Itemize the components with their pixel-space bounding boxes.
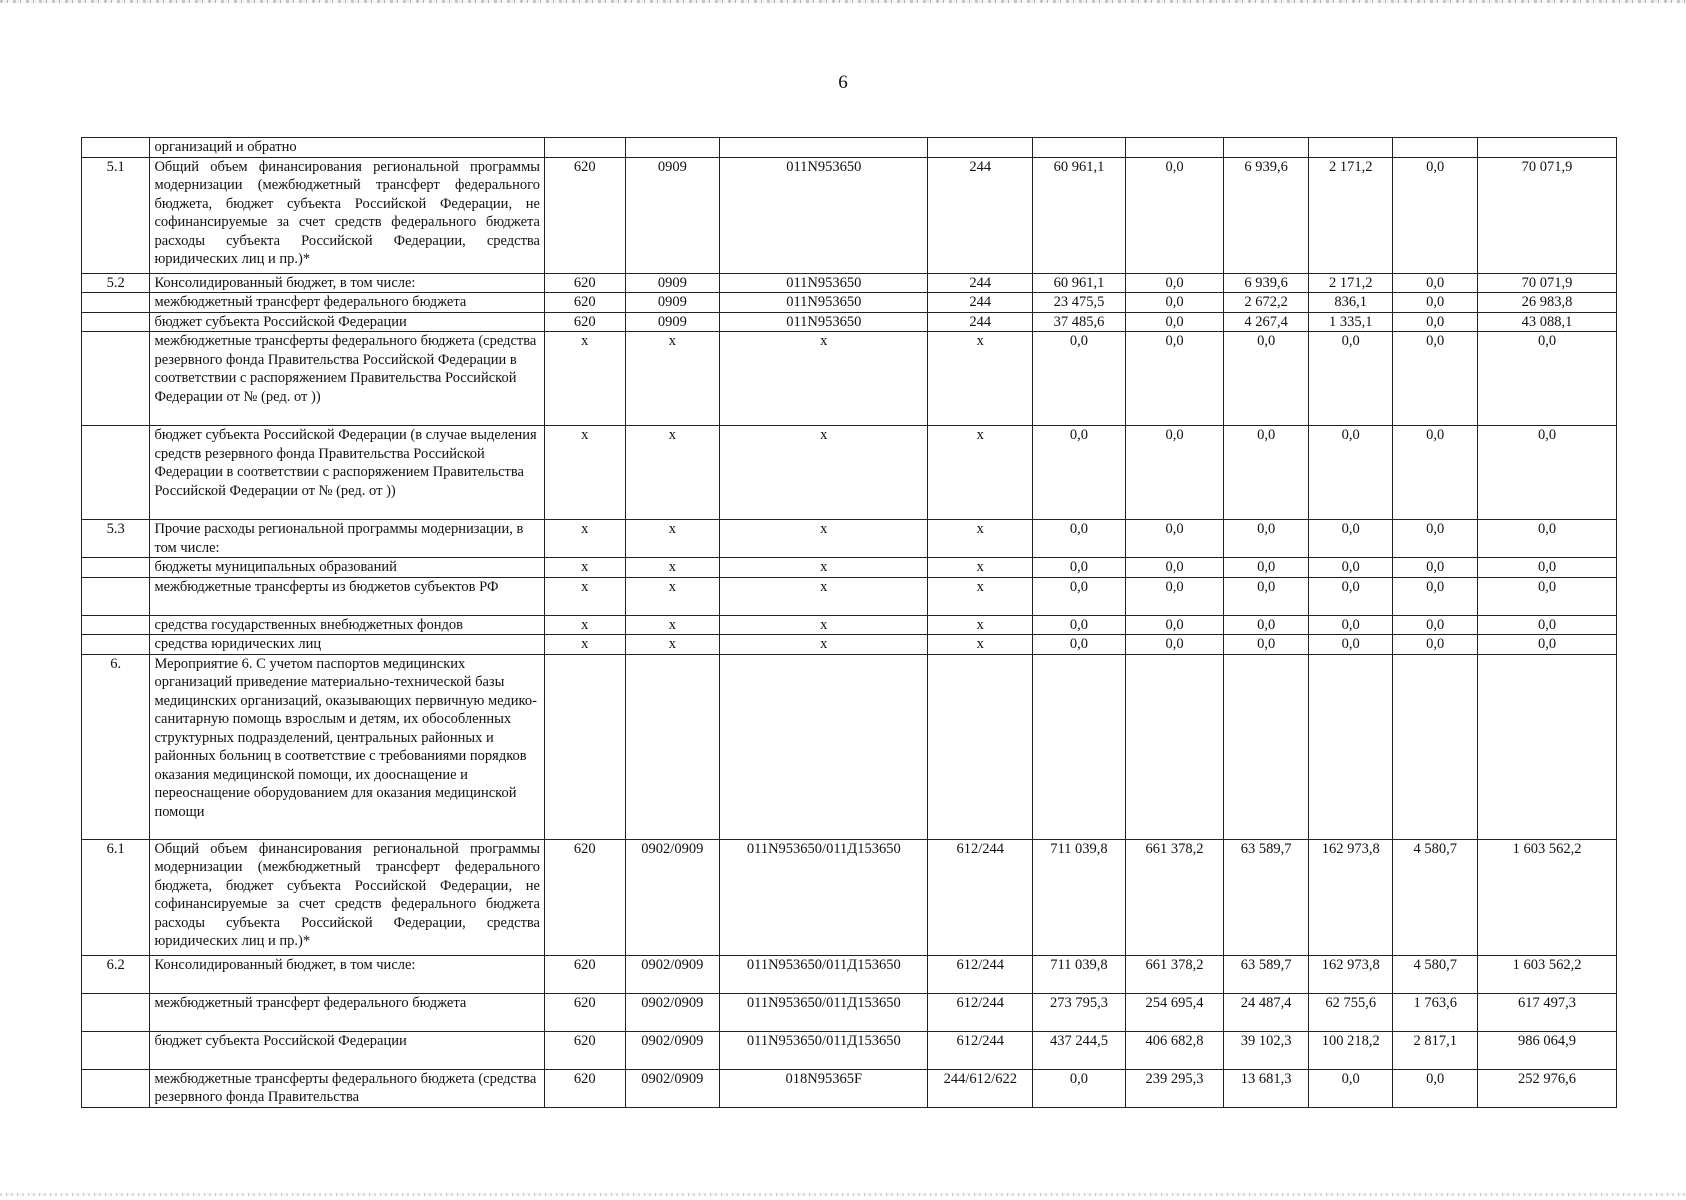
cell-val-1: 0,0: [1033, 520, 1126, 558]
row-title: межбюджетные трансферты из бюджетов субъектов РФ: [150, 577, 545, 615]
cell-val-3: 4 267,4: [1224, 312, 1309, 332]
cell-val-2: 0,0: [1125, 615, 1224, 635]
cell-val-total: 986 064,9: [1478, 1031, 1617, 1069]
cell-target-article: 011N953650/011Д153650: [720, 993, 928, 1031]
cell-val-5: 0,0: [1393, 332, 1478, 426]
cell-val-5: 0,0: [1393, 577, 1478, 615]
scan-edge-top: [0, 0, 1686, 3]
cell-val-3: 0,0: [1224, 426, 1309, 520]
cell-val-5: 2 817,1: [1393, 1031, 1478, 1069]
page-number: 6: [838, 72, 848, 93]
cell-val-4: 162 973,8: [1308, 955, 1393, 993]
row-title: межбюджетные трансферты федерального бюджета (средства резервного фонда Правительства: [150, 1069, 545, 1107]
row-title: организаций и обратно: [150, 138, 545, 158]
cell-val-3: 0,0: [1224, 615, 1309, 635]
cell-val-2: 661 378,2: [1125, 955, 1224, 993]
cell-val-1: [1033, 138, 1126, 158]
cell-val-1: 60 961,1: [1033, 157, 1126, 273]
cell-val-5: 0,0: [1393, 426, 1478, 520]
cell-val-4: 0,0: [1308, 520, 1393, 558]
row-title: Консолидированный бюджет, в том числе:: [150, 273, 545, 293]
cell-section: 0902/0909: [625, 1069, 720, 1107]
row-number: 6.2: [82, 955, 150, 993]
cell-grbs: 620: [545, 955, 626, 993]
row-title: Общий объем финансирования региональной программы модернизации (межбюджетный трансферт федерального бюджета, бюджет субъекта Российской Федерации, не софинансируемые за счет средств федерального бюджета расходы субъекта Российской Федерации, средства юридических лиц и пр.)*: [150, 839, 545, 955]
row-number: 6.: [82, 654, 150, 839]
cell-val-total: 1 603 562,2: [1478, 955, 1617, 993]
table-row: [82, 635, 1617, 655]
cell-val-4: 1 335,1: [1308, 312, 1393, 332]
cell-val-2: 239 295,3: [1125, 1069, 1224, 1107]
cell-val-2: 254 695,4: [1125, 993, 1224, 1031]
cell-val-5: 0,0: [1393, 293, 1478, 313]
cell-val-2: 0,0: [1125, 157, 1224, 273]
cell-expense-type: 612/244: [928, 955, 1033, 993]
cell-val-1: 37 485,6: [1033, 312, 1126, 332]
cell-val-2: 0,0: [1125, 332, 1224, 426]
row-title: Мероприятие 6. С учетом паспортов медицинских организаций приведение материально-технической базы медицинских организаций, оказывающих первичную медико-санитарную помощь взрослым и детям, их обособленных структурных подразделений, центральных районных и районных больниц в соответствие с требованиями порядков оказания медицинской помощи, их дооснащение и переоснащение оборудованием для оказания медицинской помощи: [150, 654, 545, 839]
cell-val-4: 0,0: [1308, 332, 1393, 426]
cell-val-1: 60 961,1: [1033, 273, 1126, 293]
row-title: бюджет субъекта Российской Федерации: [150, 1031, 545, 1069]
cell-val-3: 39 102,3: [1224, 1031, 1309, 1069]
table-row: [82, 1069, 1617, 1107]
cell-val-5: [1393, 654, 1478, 839]
cell-expense-type: 244: [928, 273, 1033, 293]
cell-val-1: [1033, 654, 1126, 839]
table-row: [82, 157, 1617, 273]
cell-val-1: 711 039,8: [1033, 839, 1126, 955]
cell-expense-type: x: [928, 635, 1033, 655]
row-number: [82, 577, 150, 615]
table-row: [82, 138, 1617, 158]
cell-grbs: 620: [545, 157, 626, 273]
cell-target-article: [720, 654, 928, 839]
cell-target-article: 011N953650: [720, 157, 928, 273]
cell-val-total: 617 497,3: [1478, 993, 1617, 1031]
cell-expense-type: 244: [928, 293, 1033, 313]
row-number: [82, 1031, 150, 1069]
cell-expense-type: x: [928, 332, 1033, 426]
row-number: 6.1: [82, 839, 150, 955]
cell-val-2: 0,0: [1125, 558, 1224, 578]
cell-target-article: [720, 138, 928, 158]
table-row: [82, 520, 1617, 558]
table-row: [82, 332, 1617, 426]
cell-val-3: 0,0: [1224, 520, 1309, 558]
cell-val-total: 0,0: [1478, 332, 1617, 426]
cell-val-total: 0,0: [1478, 615, 1617, 635]
cell-target-article: x: [720, 615, 928, 635]
cell-val-4: 2 171,2: [1308, 273, 1393, 293]
cell-val-2: 0,0: [1125, 293, 1224, 313]
row-title: межбюджетный трансферт федерального бюджета: [150, 993, 545, 1031]
cell-val-1: 0,0: [1033, 426, 1126, 520]
table-row: [82, 839, 1617, 955]
table-row: [82, 558, 1617, 578]
cell-expense-type: 244: [928, 157, 1033, 273]
row-title: межбюджетный трансферт федерального бюджета: [150, 293, 545, 313]
cell-val-total: 0,0: [1478, 635, 1617, 655]
cell-val-5: 4 580,7: [1393, 839, 1478, 955]
cell-val-2: 0,0: [1125, 520, 1224, 558]
cell-expense-type: 244: [928, 312, 1033, 332]
cell-val-2: 0,0: [1125, 635, 1224, 655]
cell-target-article: x: [720, 520, 928, 558]
cell-val-5: 0,0: [1393, 635, 1478, 655]
cell-grbs: x: [545, 635, 626, 655]
cell-expense-type: [928, 654, 1033, 839]
cell-section: x: [625, 635, 720, 655]
table-row: [82, 993, 1617, 1031]
cell-val-1: 273 795,3: [1033, 993, 1126, 1031]
table-row: [82, 312, 1617, 332]
cell-val-total: 0,0: [1478, 577, 1617, 615]
cell-expense-type: x: [928, 577, 1033, 615]
cell-target-article: x: [720, 332, 928, 426]
cell-val-4: 0,0: [1308, 615, 1393, 635]
cell-section: [625, 654, 720, 839]
cell-val-1: 0,0: [1033, 615, 1126, 635]
row-number: [82, 312, 150, 332]
cell-val-5: 0,0: [1393, 273, 1478, 293]
cell-expense-type: x: [928, 615, 1033, 635]
cell-val-5: 0,0: [1393, 615, 1478, 635]
budget-table: [81, 137, 1617, 1108]
cell-grbs: x: [545, 520, 626, 558]
cell-val-3: [1224, 138, 1309, 158]
cell-section: 0902/0909: [625, 839, 720, 955]
cell-expense-type: 612/244: [928, 993, 1033, 1031]
row-number: [82, 615, 150, 635]
row-number: [82, 558, 150, 578]
cell-expense-type: x: [928, 520, 1033, 558]
cell-val-total: 26 983,8: [1478, 293, 1617, 313]
cell-grbs: [545, 138, 626, 158]
cell-val-1: 0,0: [1033, 558, 1126, 578]
cell-section: x: [625, 332, 720, 426]
cell-grbs: x: [545, 577, 626, 615]
table-row: [82, 273, 1617, 293]
cell-val-3: 0,0: [1224, 332, 1309, 426]
row-number: [82, 426, 150, 520]
cell-val-4: 836,1: [1308, 293, 1393, 313]
cell-section: x: [625, 426, 720, 520]
cell-val-5: 0,0: [1393, 520, 1478, 558]
cell-val-total: [1478, 654, 1617, 839]
cell-val-4: 62 755,6: [1308, 993, 1393, 1031]
row-number: [82, 332, 150, 426]
row-number: 5.2: [82, 273, 150, 293]
cell-val-total: 0,0: [1478, 558, 1617, 578]
cell-val-5: 0,0: [1393, 157, 1478, 273]
table-row: [82, 293, 1617, 313]
cell-val-3: 63 589,7: [1224, 955, 1309, 993]
cell-expense-type: [928, 138, 1033, 158]
cell-val-4: 0,0: [1308, 1069, 1393, 1107]
cell-target-article: 011N953650: [720, 293, 928, 313]
row-title: Консолидированный бюджет, в том числе:: [150, 955, 545, 993]
cell-val-3: 24 487,4: [1224, 993, 1309, 1031]
table-row: [82, 1031, 1617, 1069]
cell-val-4: 0,0: [1308, 558, 1393, 578]
cell-target-article: x: [720, 426, 928, 520]
cell-val-1: 0,0: [1033, 635, 1126, 655]
row-number: 5.1: [82, 157, 150, 273]
cell-grbs: x: [545, 558, 626, 578]
cell-grbs: [545, 654, 626, 839]
cell-section: 0902/0909: [625, 993, 720, 1031]
cell-val-3: 0,0: [1224, 558, 1309, 578]
cell-val-3: [1224, 654, 1309, 839]
cell-expense-type: 612/244: [928, 839, 1033, 955]
cell-val-5: [1393, 138, 1478, 158]
cell-val-total: 0,0: [1478, 426, 1617, 520]
cell-section: 0909: [625, 273, 720, 293]
scan-edge-bottom: [0, 1193, 1686, 1196]
cell-val-3: 6 939,6: [1224, 273, 1309, 293]
cell-val-5: 4 580,7: [1393, 955, 1478, 993]
row-title: средства государственных внебюджетных фондов: [150, 615, 545, 635]
row-number: [82, 138, 150, 158]
cell-val-total: 43 088,1: [1478, 312, 1617, 332]
row-title: межбюджетные трансферты федерального бюджета (средства резервного фонда Правительства Российской Федерации в соответствии с распоряжением Правительства Российской Федерации от № (ред. от )): [150, 332, 545, 426]
cell-section: x: [625, 520, 720, 558]
cell-val-5: 0,0: [1393, 558, 1478, 578]
cell-section: 0902/0909: [625, 955, 720, 993]
table-row: [82, 615, 1617, 635]
cell-section: 0909: [625, 293, 720, 313]
cell-val-4: 0,0: [1308, 426, 1393, 520]
cell-expense-type: 612/244: [928, 1031, 1033, 1069]
cell-section: 0902/0909: [625, 1031, 720, 1069]
cell-val-5: 0,0: [1393, 312, 1478, 332]
cell-val-2: 0,0: [1125, 577, 1224, 615]
cell-val-3: 2 672,2: [1224, 293, 1309, 313]
cell-grbs: x: [545, 615, 626, 635]
cell-grbs: x: [545, 426, 626, 520]
row-title: Общий объем финансирования региональной программы модернизации (межбюджетный трансферт федерального бюджета, бюджет субъекта Российской Федерации, не софинансируемые за счет средств федерального бюджета расходы субъекта Российской Федерации, средства юридических лиц и пр.)*: [150, 157, 545, 273]
cell-val-total: 0,0: [1478, 520, 1617, 558]
row-title: Прочие расходы региональной программы модернизации, в том числе:: [150, 520, 545, 558]
cell-val-4: 0,0: [1308, 577, 1393, 615]
table-row: [82, 577, 1617, 615]
cell-val-3: 6 939,6: [1224, 157, 1309, 273]
cell-grbs: 620: [545, 839, 626, 955]
cell-target-article: x: [720, 635, 928, 655]
cell-expense-type: x: [928, 426, 1033, 520]
cell-val-3: 0,0: [1224, 577, 1309, 615]
cell-val-5: 1 763,6: [1393, 993, 1478, 1031]
row-number: 5.3: [82, 520, 150, 558]
cell-val-1: 711 039,8: [1033, 955, 1126, 993]
cell-section: x: [625, 558, 720, 578]
cell-val-2: 0,0: [1125, 426, 1224, 520]
cell-val-2: 0,0: [1125, 273, 1224, 293]
cell-section: 0909: [625, 157, 720, 273]
cell-val-1: 0,0: [1033, 1069, 1126, 1107]
cell-target-article: 011N953650/011Д153650: [720, 955, 928, 993]
cell-val-2: [1125, 654, 1224, 839]
table-row: [82, 426, 1617, 520]
table-row: [82, 654, 1617, 839]
cell-target-article: 011N953650/011Д153650: [720, 839, 928, 955]
row-title: бюджет субъекта Российской Федерации (в случае выделения средств резервного фонда Правительства Российской Федерации в соответствии с распоряжением Правительства Российской Федерации от № (ред. от )): [150, 426, 545, 520]
cell-val-4: 0,0: [1308, 635, 1393, 655]
cell-val-3: 13 681,3: [1224, 1069, 1309, 1107]
cell-val-1: 437 244,5: [1033, 1031, 1126, 1069]
cell-target-article: 011N953650/011Д153650: [720, 1031, 928, 1069]
cell-val-1: 23 475,5: [1033, 293, 1126, 313]
cell-grbs: 620: [545, 312, 626, 332]
cell-target-article: x: [720, 577, 928, 615]
cell-val-2: 406 682,8: [1125, 1031, 1224, 1069]
cell-val-total: [1478, 138, 1617, 158]
cell-grbs: 620: [545, 1031, 626, 1069]
cell-val-2: [1125, 138, 1224, 158]
cell-grbs: 620: [545, 1069, 626, 1107]
cell-val-2: 661 378,2: [1125, 839, 1224, 955]
cell-val-4: [1308, 138, 1393, 158]
cell-section: x: [625, 615, 720, 635]
cell-val-2: 0,0: [1125, 312, 1224, 332]
cell-val-3: 63 589,7: [1224, 839, 1309, 955]
cell-section: x: [625, 577, 720, 615]
cell-val-4: [1308, 654, 1393, 839]
row-title: бюджет субъекта Российской Федерации: [150, 312, 545, 332]
cell-val-total: 70 071,9: [1478, 157, 1617, 273]
cell-val-1: 0,0: [1033, 332, 1126, 426]
cell-target-article: 011N953650: [720, 273, 928, 293]
cell-val-1: 0,0: [1033, 577, 1126, 615]
cell-section: 0909: [625, 312, 720, 332]
row-title: бюджеты муниципальных образований: [150, 558, 545, 578]
cell-grbs: 620: [545, 293, 626, 313]
cell-val-4: 162 973,8: [1308, 839, 1393, 955]
cell-target-article: 018N95365F: [720, 1069, 928, 1107]
row-number: [82, 1069, 150, 1107]
cell-grbs: 620: [545, 993, 626, 1031]
cell-expense-type: 244/612/622: [928, 1069, 1033, 1107]
row-number: [82, 993, 150, 1031]
cell-section: [625, 138, 720, 158]
table-row: [82, 955, 1617, 993]
cell-grbs: 620: [545, 273, 626, 293]
cell-grbs: x: [545, 332, 626, 426]
cell-target-article: 011N953650: [720, 312, 928, 332]
row-title: средства юридических лиц: [150, 635, 545, 655]
row-number: [82, 293, 150, 313]
cell-val-total: 1 603 562,2: [1478, 839, 1617, 955]
cell-val-5: 0,0: [1393, 1069, 1478, 1107]
cell-val-total: 70 071,9: [1478, 273, 1617, 293]
cell-target-article: x: [720, 558, 928, 578]
cell-val-4: 100 218,2: [1308, 1031, 1393, 1069]
cell-val-total: 252 976,6: [1478, 1069, 1617, 1107]
row-number: [82, 635, 150, 655]
cell-val-4: 2 171,2: [1308, 157, 1393, 273]
cell-val-3: 0,0: [1224, 635, 1309, 655]
cell-expense-type: x: [928, 558, 1033, 578]
